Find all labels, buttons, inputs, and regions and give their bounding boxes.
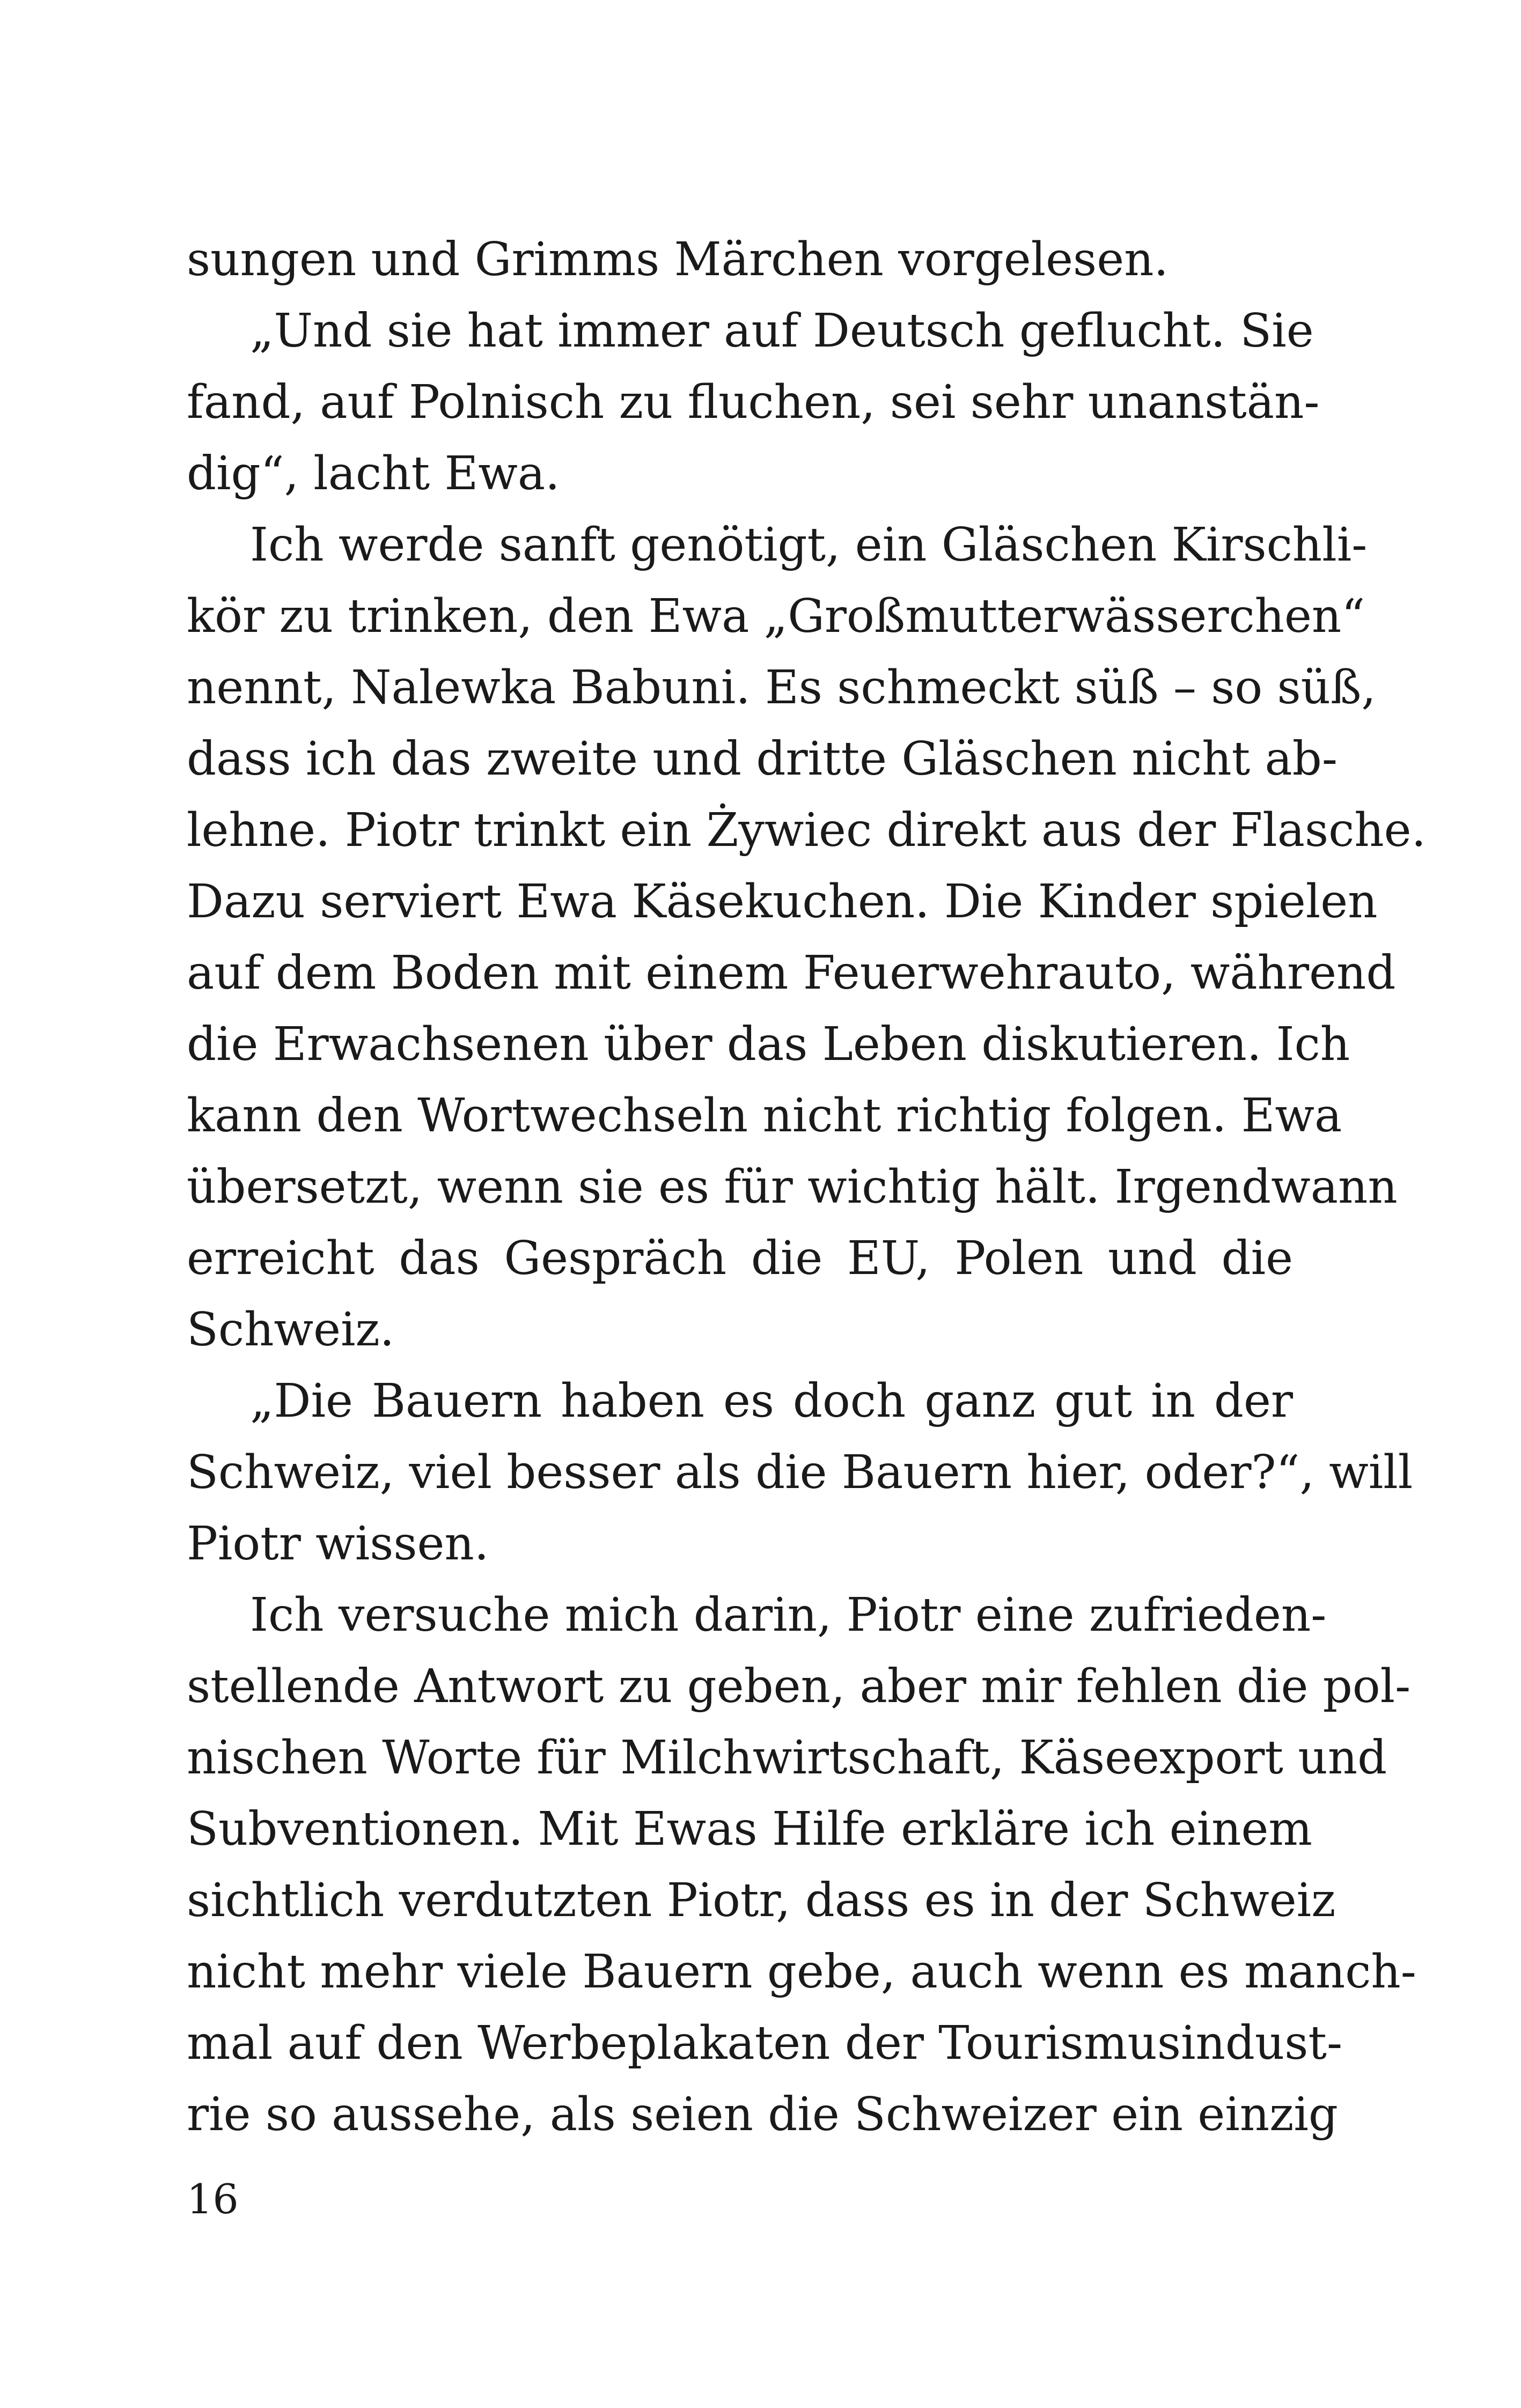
text-line: übersetzt, wenn sie es für wichtig hält. Irgendwann bbox=[187, 1160, 1398, 1214]
text-line: fand, auf Polnisch zu fluchen, sei sehr unanstän- bbox=[187, 375, 1320, 429]
text-line: die Erwachsenen über das Leben diskutieren. Ich bbox=[187, 1018, 1350, 1071]
text-line: kör zu trinken, den Ewa „Großmutterwässerchen“ bbox=[187, 590, 1365, 643]
text-line: „Die Bauern haben es doch ganz gut in der bbox=[250, 1374, 1293, 1428]
text-line: Dazu serviert Ewa Käsekuchen. Die Kinder spielen bbox=[187, 875, 1378, 929]
text-line: „Und sie hat immer auf Deutsch geflucht. Sie bbox=[250, 304, 1314, 358]
text-line: Schweiz. bbox=[187, 1303, 395, 1357]
text-line: nennt, Nalewka Babuni. Es schmeckt süß – so süß, bbox=[187, 661, 1376, 715]
text-line: Ich werde sanft genötigt, ein Gläschen Kirschli- bbox=[250, 518, 1368, 572]
text-line: sungen und Grimms Märchen vorgelesen. bbox=[187, 233, 1169, 286]
text-line: dass ich das zweite und dritte Gläschen nicht ab- bbox=[187, 732, 1338, 786]
text-line: nischen Worte für Milchwirtschaft, Käseexport und bbox=[187, 1731, 1387, 1785]
text-line: erreicht das Gespräch die EU, Polen und die bbox=[187, 1232, 1293, 1285]
text-line: nicht mehr viele Bauern gebe, auch wenn es manch- bbox=[187, 1945, 1416, 1999]
text-line: auf dem Boden mit einem Feuerwehrauto, während bbox=[187, 946, 1396, 1000]
text-line: stellende Antwort zu geben, aber mir fehlen die pol- bbox=[187, 1660, 1411, 1713]
text-line: mal auf den Werbeplakaten der Tourismusindust- bbox=[187, 2016, 1343, 2070]
body-text bbox=[187, 224, 1426, 2151]
text-line: rie so aussehe, als seien die Schweizer ein einzig bbox=[187, 2088, 1338, 2141]
text-line: Schweiz, viel besser als die Bauern hier, oder?“, will bbox=[187, 1446, 1413, 1499]
text-line: Ich versuche mich darin, Piotr eine zufrieden- bbox=[250, 1588, 1327, 1642]
text-line: Subventionen. Mit Ewas Hilfe erkläre ich einem bbox=[187, 1802, 1312, 1856]
page-number: 16 bbox=[187, 2175, 239, 2223]
text-line: Piotr wissen. bbox=[187, 1517, 489, 1571]
text-line: lehne. Piotr trinkt ein Żywiec direkt aus der Flasche. bbox=[187, 804, 1426, 857]
text-line: dig“, lacht Ewa. bbox=[187, 447, 560, 500]
text-line: sichtlich verdutzten Piotr, dass es in der Schweiz bbox=[187, 1874, 1336, 1927]
text-line: kann den Wortwechseln nicht richtig folgen. Ewa bbox=[187, 1089, 1342, 1143]
